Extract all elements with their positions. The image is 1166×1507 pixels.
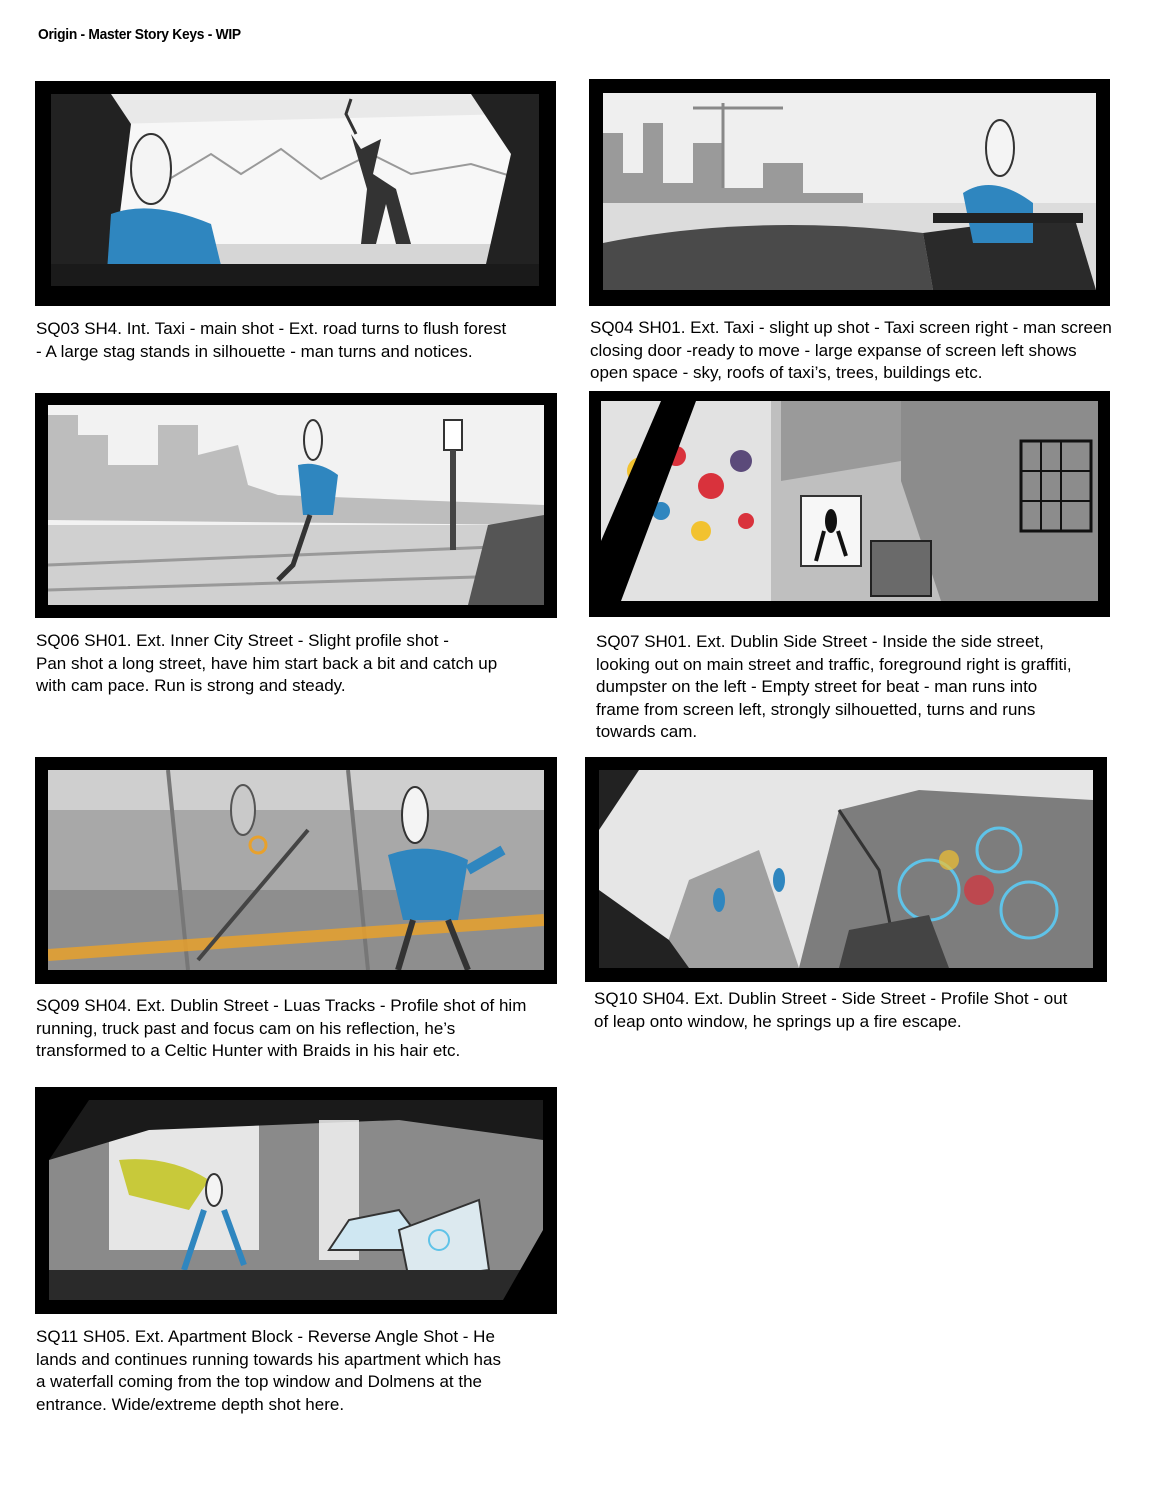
- storyboard-panel-sq07-sh01: [589, 391, 1110, 617]
- caption-sq06-sh01: SQ06 SH01. Ext. Inner City Street - Slight profile shot - Pan shot a long street, have him start back a bit and catch up with cam pace. Run is strong and steady.: [36, 631, 498, 695]
- storyboard-panel-sq11-sh05: [35, 1087, 557, 1314]
- taxi-door-sketch-icon: [603, 93, 1096, 290]
- storyboard-panel-sq04-sh01: [589, 79, 1110, 306]
- waterfall-dolmens-sketch-icon: [49, 1100, 543, 1300]
- page-title: Origin - Master Story Keys - WIP: [38, 26, 241, 43]
- caption-sq07-sh01: SQ07 SH01. Ext. Dublin Side Street - Inside the side street, looking out on main street and traffic, foreground right is graffiti, dumpster on the left - Empty street for beat - man runs into frame from screen left, strongly silhouetted, turns and runs towards cam.: [596, 632, 1072, 741]
- reflection-hunter-sketch-icon: [48, 770, 544, 970]
- running-man-sketch-icon: [48, 405, 544, 605]
- fire-escape-sketch-icon: [599, 770, 1093, 968]
- caption-sq09-sh04: SQ09 SH04. Ext. Dublin Street - Luas Tracks - Profile shot of him running, truck past and focus cam on his reflection, he’s transformed to a Celtic Hunter with Braids in his hair etc.: [36, 996, 527, 1060]
- storyboard-panel-sq10-sh04: [585, 757, 1107, 982]
- storyboard-panel-sq03-sh4: [35, 81, 556, 306]
- taxi-stag-sketch-icon: [51, 94, 539, 286]
- side-street-graffiti-sketch-icon: [601, 401, 1098, 601]
- caption-sq10-sh04: SQ10 SH04. Ext. Dublin Street - Side Street - Profile Shot - out of leap onto window, he springs up a fire escape.: [594, 989, 1068, 1031]
- caption-sq04-sh01: SQ04 SH01. Ext. Taxi - slight up shot - Taxi screen right - man screen closing door -ready to move - large expanse of screen left shows open space - sky, roofs of taxi’s, trees, buildings etc.: [590, 318, 1112, 382]
- caption-sq03-sh4: SQ03 SH4. Int. Taxi - main shot - Ext. road turns to flush forest - A large stag stands in silhouette - man turns and notices.: [36, 319, 507, 361]
- storyboard-panel-sq06-sh01: [35, 393, 557, 618]
- caption-sq11-sh05: SQ11 SH05. Ext. Apartment Block - Reverse Angle Shot - He lands and continues running towards his apartment which has a waterfall coming from the top window and Dolmens at the entrance. Wide/extreme depth shot here.: [36, 1327, 501, 1414]
- storyboard-panel-sq09-sh04: [35, 757, 557, 984]
